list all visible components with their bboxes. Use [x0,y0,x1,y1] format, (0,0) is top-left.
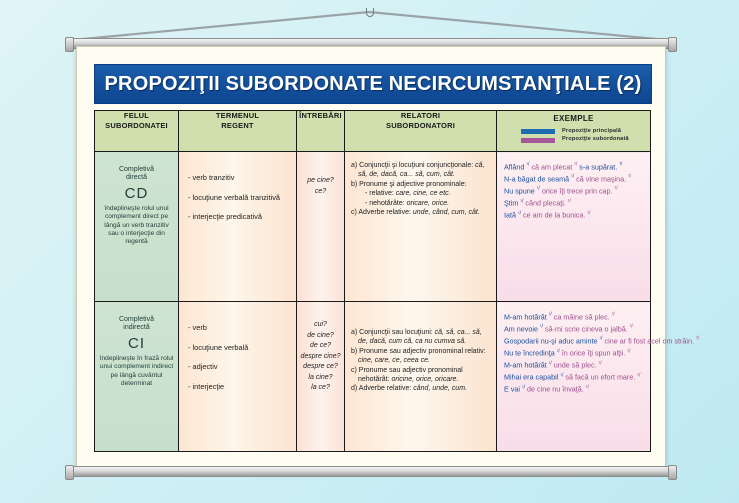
header-line-2: SUBORDONATORI [386,121,455,131]
table-row-completiva-indirecta [95,302,651,452]
example-sentence [504,311,646,323]
clause-marker: ²/ [598,360,602,367]
term-item: - verb tranzitiv [188,173,235,182]
roller-cap-right [668,37,677,52]
relator-item: - nehotărâte: oricare, orice. [365,199,450,207]
clause-text: M-am hotărât [504,312,549,322]
example-sentence [504,197,646,209]
relator-list [345,152,496,223]
question-item: pe cine? [307,177,334,184]
question-list [297,302,344,400]
term-list [179,302,296,408]
header-felul-subordonatei [95,111,179,152]
kind-block [95,152,178,252]
roller-bar-bottom [72,466,670,477]
example-sentence [504,359,646,371]
legend-row-main [521,128,644,136]
kind-name-line1: Completivă [118,316,154,323]
kind-description: îndeplineşte în frază rolul unui complement indirect pe lângă cuvântul determinat [99,355,174,387]
question-item: cui? [314,321,327,328]
relator-item: b) Pronume sau adjectiv pronominal relativ: cine, care, ce, ceea ce. [351,347,486,365]
clause-text: Gospodarii nu-şi aduc aminte [504,336,600,346]
clause-text: orice îţi trece prin cap. [539,186,615,196]
cell-relators [345,152,497,302]
relator-item: c) Adverbe relative: unde, când, cum, cât. [351,208,480,216]
example-sentence [504,347,646,359]
term-list [179,152,296,239]
clause-text: ca mâine să plec. [551,312,612,322]
kind-abbreviation: CI [128,334,145,352]
poster-title-bar [94,64,652,104]
cell-examples [497,152,651,302]
clause-text: Mihai era capabil [504,372,561,382]
clause-marker: ¹/ [526,162,530,168]
clause-text: Ştim [504,198,521,208]
header-line-2: SUBORDONATEI [105,121,168,131]
header-termenul-regent [179,111,297,152]
clause-text: că vine maşina. [574,174,629,184]
legend-swatch-sub [521,138,555,143]
clause-text: când plecaţi. [523,198,568,208]
term-item: - locuţiune verbală tranzitivă [188,192,281,202]
legend-label-main: Propoziţie principală [562,127,622,134]
question-item: la ce? [311,384,330,391]
cell-questions [297,302,345,452]
clause-marker: ²/ [628,174,632,181]
term-item: - verb [188,323,207,332]
example-sentence [504,173,646,185]
question-item: de ce? [309,342,332,349]
example-sentence [504,371,646,383]
roller-cap-left [65,465,74,480]
clause-marker: ³/ [619,162,623,168]
example-sentence [504,209,646,221]
grammar-table [94,110,700,452]
clause-marker: ¹/ [560,372,564,379]
clause-marker: ¹/ [599,336,603,343]
clause-text: E vai [504,384,522,394]
legend-title: EXEMPLE [553,114,594,123]
cell-term [179,152,297,302]
cell-examples [497,302,700,452]
question-item: despre ce? [303,363,338,370]
clause-marker: ¹/ [571,174,575,181]
clause-text: să facă un efort mare. [563,372,638,382]
question-item: la cine? [308,373,333,381]
clause-text: Am nevoie [504,324,540,334]
clause-text: Iată [504,210,518,220]
legend [497,111,650,148]
header-line-1: ÎNTREBĂRI [299,111,342,120]
relator-item: c) Pronume sau adjectiv pronominal nehotărât: oricine, orice, oricare. [351,366,463,383]
relator-item: a) Conjuncţii sau locuţiuni: că, să, ca... să, de, dacă, cum că, ca nu cumva să. [351,329,482,346]
poster-sheet-inner [84,54,700,460]
header-line-1: TERMENUL [215,111,260,120]
relator-item: d) Adverbe relative: când, unde, cum. [351,385,467,393]
clause-marker: ¹/ [548,312,552,318]
question-list [297,152,344,203]
page-title: PROPOZIŢII SUBORDONATE NECIRCUMSTANŢIALE (2) [104,72,642,95]
clause-marker: ²/ [629,324,633,331]
term-item: - locuţiune verbală [188,342,249,352]
cell-term [179,302,297,452]
legend-row-sub [521,136,644,144]
header-line-1: RELATORI [400,111,441,120]
table-header-row [95,111,651,152]
clause-text: cine ar fi fost acel om străin. [602,336,697,346]
kind-block [95,302,178,394]
term-item: - interjecţie predicativă [188,212,262,222]
relator-item: b) Pronume şi adjective pronominale: [351,180,467,188]
clause-text: de cine nu învaţă. [525,384,586,394]
example-sentence [504,335,700,347]
clause-marker: ²/ [696,336,700,343]
cell-kind [95,152,179,302]
relator-item: a) Conjuncţii şi locuţiuni conjuncţionale: că, să, de, dacă, ca... să, cum, cât. [351,162,485,179]
example-sentence [504,323,646,335]
clause-text: să-mi scrie cineva o jalbă. [543,324,630,334]
clause-marker: ²/ [614,186,618,193]
table-row-completiva-directa [95,152,651,302]
cell-kind [95,302,179,452]
roller-cap-right [668,465,677,480]
header-line-2: REGENT [221,121,254,131]
cell-questions [297,152,345,302]
clause-text: M-am hotărât [504,360,549,370]
clause-text: Nu te încredinţa [504,348,557,358]
clause-text: Nu spune [504,186,537,196]
example-sentence [504,185,646,197]
clause-marker: ¹/ [536,186,540,193]
clause-marker: ²/ [627,348,631,355]
clause-text: N-a băgat de seamă [504,174,572,184]
legend-swatch-main [521,129,555,134]
kind-name-line1: Completivă [118,166,154,173]
example-list-row1 [497,152,650,227]
clause-text: s-a supărat. [577,162,620,172]
relator-list [345,302,496,400]
clause-marker: ²/ [567,198,571,205]
question-item: despre cine? [300,352,341,360]
clause-marker: ²/ [585,384,589,391]
clause-marker: ²/ [611,312,615,318]
example-list-row2 [497,302,700,401]
clause-text: unde să plec. [551,360,599,370]
clause-marker: ¹/ [518,210,522,217]
clause-marker: ¹/ [539,324,544,331]
clause-marker: ¹/ [548,360,552,367]
relator-item: - relative: care, cine, ce etc. [365,190,451,198]
header-line-1: FELUL [123,111,150,120]
clause-text: în orice îţi spun alţii. [559,348,628,358]
clause-marker: ²/ [637,372,641,379]
clause-text: Aflând [504,162,527,172]
clause-marker: ²/ [587,210,591,217]
kind-name-line2: indirectă [123,324,150,332]
term-item: - adjectiv [188,362,218,372]
kind-name-line2: directă [125,174,147,182]
header-exemple-legend [497,111,651,152]
question-item: de cine? [307,331,334,339]
kind-abbreviation: CD [124,184,149,202]
example-sentence [504,161,646,173]
clause-marker: ¹/ [556,348,560,355]
header-intrebari [297,111,345,152]
clause-marker: ²/ [574,162,578,168]
clause-marker: ¹/ [521,384,526,391]
example-sentence [504,383,646,395]
clause-text: ce am de la bunica. [521,210,588,220]
poster-sheet [76,46,700,470]
clause-marker: ¹/ [520,198,524,205]
roller-cap-left [65,37,74,52]
kind-description: îndeplineşte rolul unui complement direct pe lângă un verb tranzitiv sau o interjecţie din regentă [104,205,169,246]
clause-text: că am plecat [529,162,575,172]
header-relatori-subordonatori [345,111,497,152]
hook-icon [366,8,374,17]
question-item: ce? [314,187,327,195]
cell-relators [345,302,497,452]
term-item: - interjecţie [188,381,225,391]
legend-label-sub: Propoziţie subordonată [562,136,629,143]
